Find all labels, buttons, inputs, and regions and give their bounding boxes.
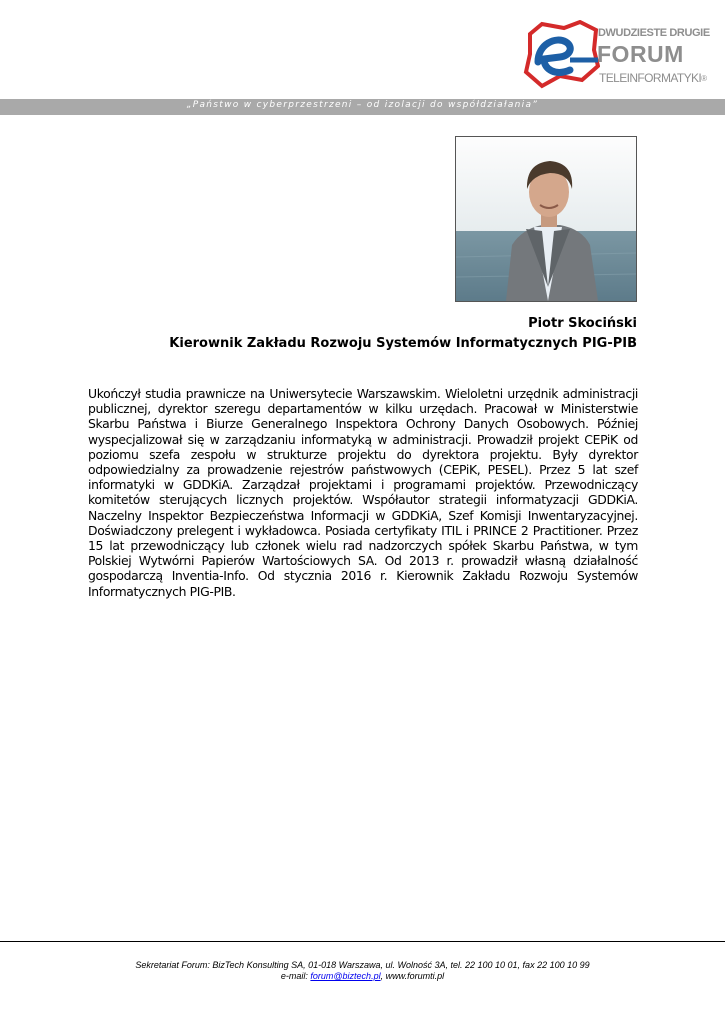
- forum-logo: [520, 20, 710, 92]
- footer-website: www.forumti.pl: [385, 971, 445, 981]
- registered-mark: ®: [701, 74, 707, 83]
- footer-email-link[interactable]: forum@biztech.pl: [310, 971, 381, 981]
- slogan-banner: [0, 99, 725, 115]
- logo-line-3-text: TELEINFORMATYKI: [599, 71, 702, 85]
- footer-email-prefix: e-mail:: [280, 971, 311, 981]
- person-role: Kierownik Zakładu Rozwoju Systemów Informatycznych PIG-PIB: [169, 336, 637, 351]
- portrait-image: [456, 137, 636, 301]
- person-name: Piotr Skociński: [528, 316, 637, 331]
- logo-line-2: FORUM: [597, 41, 684, 67]
- portrait-photo: [455, 136, 637, 302]
- logo-line-1: DWUDZIESTE DRUGIE: [598, 27, 710, 39]
- logo-line-3: [599, 71, 706, 85]
- footer-separator: ,: [380, 971, 386, 981]
- footer-contact: [0, 971, 725, 981]
- slogan-text: „Państwo w cyberprzestrzeni – od izolacji do współdziałania”: [186, 100, 539, 110]
- footer-divider: [0, 941, 725, 942]
- biography-text: Ukończył studia prawnicze na Uniwersytecie Warszawskim. Wieloletni urzędnik administracji publicznej, dyrektor szeregu departamentów w kilku urzędach. Pracował w Ministerstwie Skarbu Państwa i Biurze Generalnego Inspektora Ochrony Danych Osobowych. Później wyspecjalizował się w zarządzaniu informatyką w administracji. Prowadził projekt CEPiK od poziomu szefa zespołu w strukturze projektu do dyrektora projektu. Były dyrektor odpowiedzialny za prowadzenie rejestrów państwowych (CEPiK, PESEL). Przez 5 lat szef informatyki w GDDKiA. Zarządzał projektami i programami projektów. Przewodniczący komitetów sterujących licznych projektów. Współautor strategii informatyzacji GDDKiA. Naczelny Inspektor Bezpieczeństwa Informacji w GDDKiA, Szef Komisji Inwentaryzacyjnej. Doświadczony prelegent i wykładowca. Posiada certyfikaty ITIL i PRINCE 2 Practitioner. Przez 15 lat przewodniczący lub członek wielu rad nadzorczych spółek Skarbu Państwa, w tym Polskiej Wytwórni Papierów Wartościowych SA. Od 2013 r. prowadził własną działalność gospodarczą Inventia-Info. Od stycznia 2016 r. Kierownik Zakładu Rozwoju Systemów Informatycznych PIG-PIB.: [88, 386, 638, 599]
- footer-address: Sekretariat Forum: BizTech Konsulting SA, 01-018 Warszawa, ul. Wolność 3A, tel. 22 100 10 01, fax 22 100 10 99: [135, 960, 590, 970]
- e-forum-logo-icon: [520, 20, 600, 92]
